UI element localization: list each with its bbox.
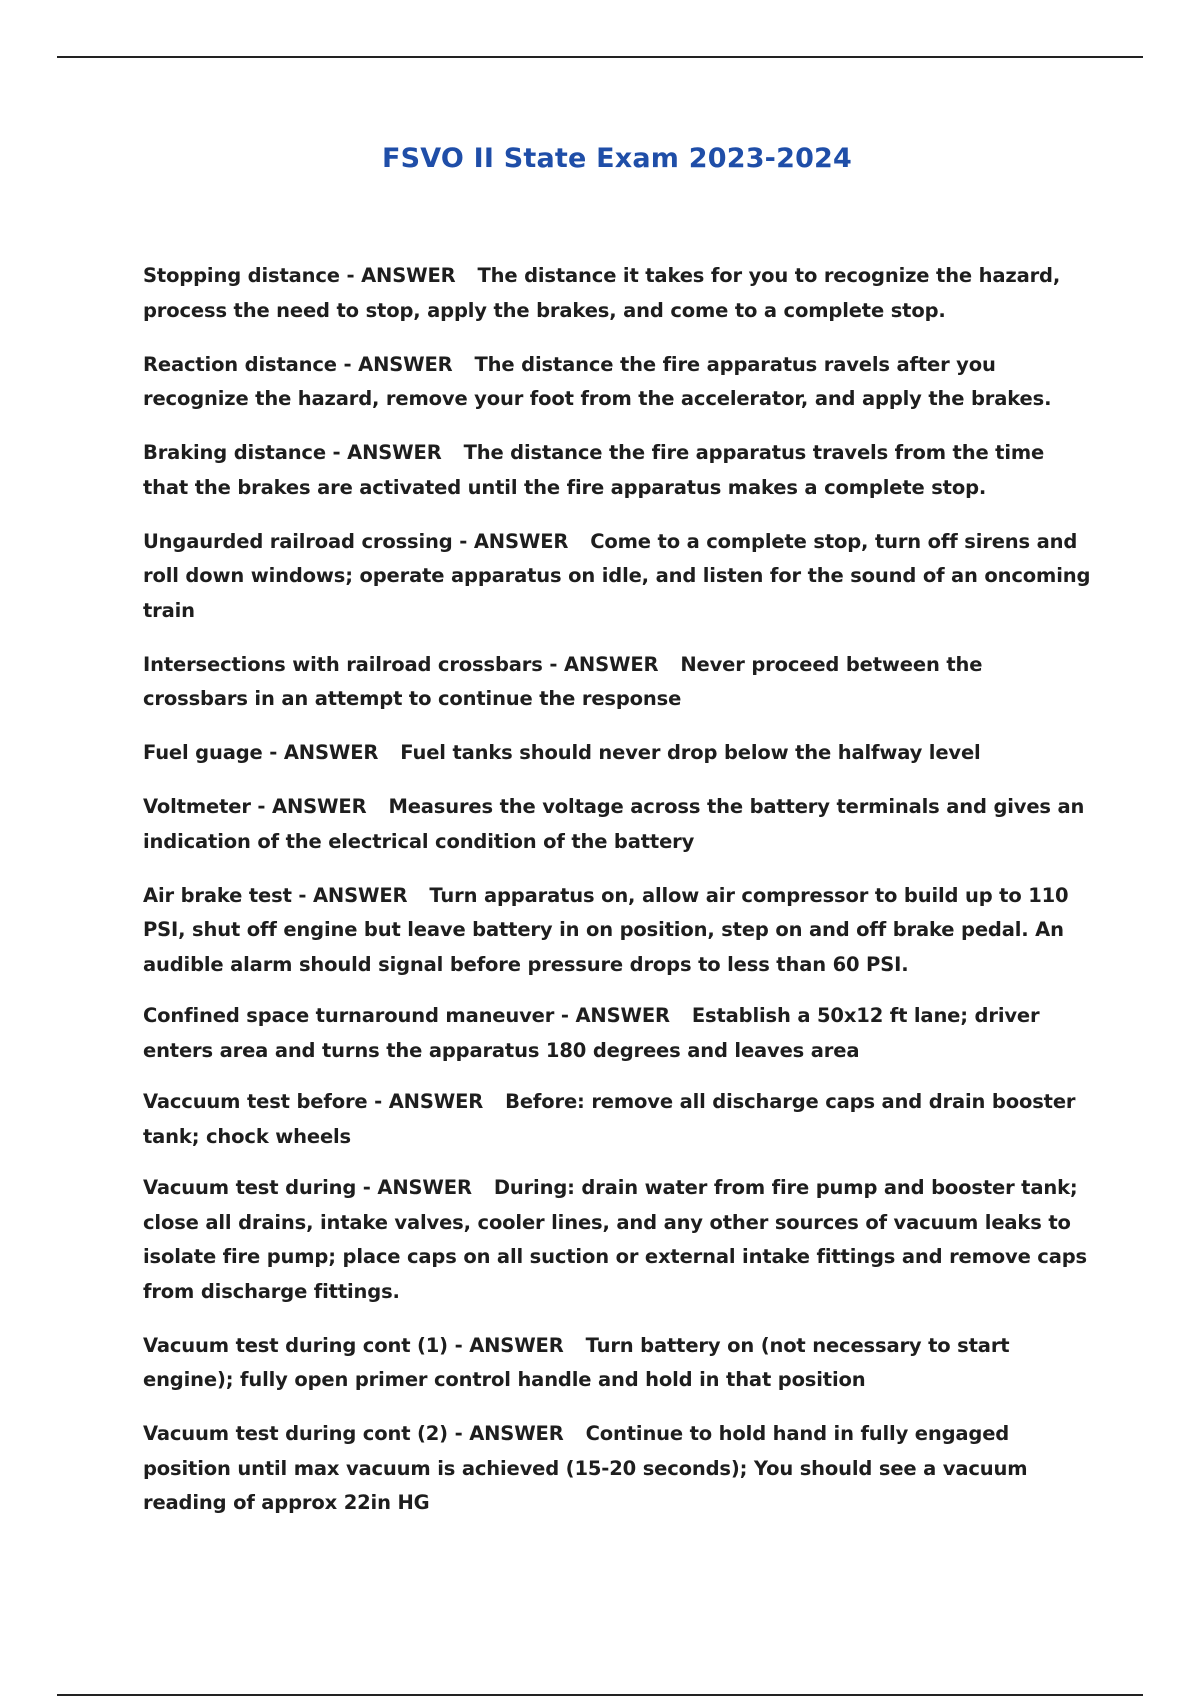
qa-item [143,436,1093,505]
question-term: Vacuum test during cont (2) [143,1422,448,1445]
question-term: Voltmeter [143,795,251,818]
qa-item [143,648,1093,717]
separator: - [554,1004,576,1027]
separator: - [447,1422,470,1445]
answer-text: During: drain water from fire pump and booster tank; close all drains, intake valves, cooler lines, and any other sources of vacuum leaks to isolate fire pump; place caps on all suction or external intake fittings and remove caps from discharge fittings. [143,1176,1087,1303]
answer-label: ANSWER [469,1333,564,1357]
qa-item [143,999,1093,1068]
answer-text: The distance it takes for you to recognize the hazard, process the need to stop, apply the brakes, and come to a complete stop. [143,264,1061,322]
question-term: Vaccuum test before [143,1090,368,1113]
separator: - [542,652,564,676]
qa-item [143,790,1093,859]
question-term: Intersections with railroad crossbars [143,652,543,676]
answer-text: Never proceed between the crossbars in an attempt to continue the response [143,652,983,710]
separator: - [447,1333,470,1357]
answer-label: ANSWER [469,1422,564,1445]
separator: - [452,529,474,553]
answer-text: Come to a complete stop, turn off sirens and roll down windows; operate apparatus on idle, and listen for the sound of an oncoming train [143,529,1091,622]
answer-text: Measures the voltage across the battery terminals and gives an indication of the electrical condition of the battery [143,795,1085,853]
answer-text: Continue to hold hand in fully engaged position until max vacuum is achieved (15-20 seconds); You should see a vacuum reading of approx 22in HG [143,1422,1028,1514]
separator: - [339,264,362,287]
answer-text: Before: remove all discharge caps and drain booster tank; chock wheels [143,1090,1076,1148]
answer-label: ANSWER [388,1090,484,1113]
bottom-divider [57,1694,1143,1696]
separator: - [356,1176,378,1199]
qa-item [143,525,1093,629]
answer-label: ANSWER [377,1176,472,1199]
top-divider [57,56,1143,58]
answer-label: ANSWER [272,795,367,818]
answer-text: Fuel tanks should never drop below the halfway level [400,741,981,764]
answer-text: The distance the fire apparatus ravels after you recognize the hazard, remove your foot from the accelerator, and apply the brakes. [143,352,1052,410]
qa-item [143,879,1093,983]
question-term: Vacuum test during [143,1176,357,1199]
separator: - [291,883,313,907]
separator: - [336,352,359,376]
separator: - [325,441,348,464]
answer-label: ANSWER [575,1004,670,1027]
answer-label: ANSWER [361,264,456,287]
answer-label: ANSWER [358,352,453,376]
question-term: Vacuum test during cont (1) [143,1333,448,1357]
answer-text: The distance the fire apparatus travels from the time that the brakes are activated until the fire apparatus makes a complete stop. [143,441,1045,499]
qa-item [143,259,1093,328]
question-term: Air brake test [143,883,292,907]
answer-text: Establish a 50x12 ft lane; driver enters area and turns the apparatus 180 degrees and leaves area [143,1004,1040,1062]
question-term: Stopping distance [143,264,340,287]
answer-label: ANSWER [473,529,569,553]
separator: - [367,1090,389,1113]
qa-item [143,1329,1093,1398]
answer-text: Turn battery on (not necessary to start engine); fully open primer control handle and hold in that position [143,1333,1010,1391]
answer-label: ANSWER [312,883,408,907]
question-term: Confined space turnaround maneuver [143,1004,555,1027]
question-term: Fuel guage [143,741,263,764]
qa-item [143,1171,1093,1309]
question-term: Braking distance [143,441,326,464]
answer-label: ANSWER [347,441,442,464]
question-term: Reaction distance [143,352,337,376]
answer-text: Turn apparatus on, allow air compressor to build up to 110 PSI, shut off engine but leave battery in on position, step on and off brake pedal. An audible alarm should signal before pressure drops to less than 60 PSI. [143,883,1069,976]
qa-item [143,1417,1093,1521]
question-term: Ungaurded railroad crossing [143,529,453,553]
document-title: FSVO II State Exam 2023-2024 [381,143,853,174]
answer-label: ANSWER [563,652,659,676]
answer-label: ANSWER [283,741,379,764]
separator: - [250,795,273,818]
qa-item [143,1085,1093,1154]
qa-item [143,348,1093,417]
qa-list [143,259,1093,1540]
separator: - [262,741,284,764]
qa-item [143,736,1093,771]
